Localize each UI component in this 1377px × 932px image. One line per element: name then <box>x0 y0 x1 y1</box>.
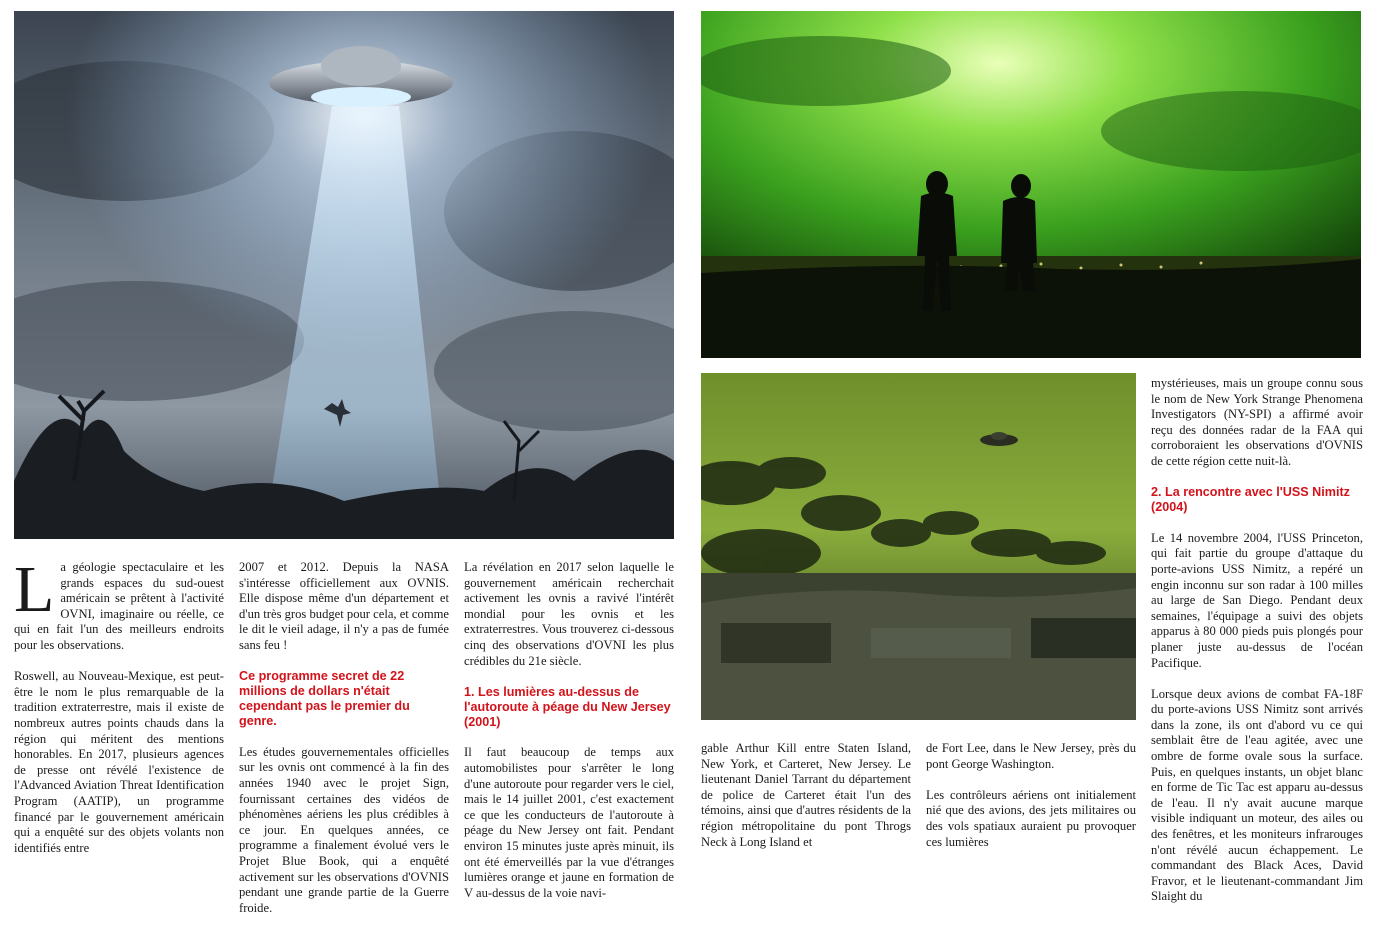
paragraph: mystérieuses, mais un groupe connu sous le nom de New York Strange Phenomena Investigators (NY-SPI) a affirmé avoir reçu des données radar de la FAA qui corroboraient les observations d'OVNIS de cette région cette nuit-là. <box>1151 376 1363 468</box>
intro-paragraph: a géologie spectaculaire et les grands espaces du sud-ouest américain se prêtent à l'activité OVNI, imaginaire ou réelle, ce qui en fait l'un des meilleurs endroits pour les observations. <box>14 560 224 652</box>
saucer-photo <box>701 373 1136 720</box>
article-column-3 <box>464 560 674 917</box>
paragraph: La révélation en 2017 selon laquelle le gouvernement américain recherchait activement les ovnis a ravivé l'intérêt mondial pour les ovnis et les extraterrestres. Vous trouverez ci-dessous cinq des observations d'OVNI les plus crédibles du 21e siècle. <box>464 560 674 668</box>
section-heading: Ce programme secret de 22 millions de dollars n'était cependant pas le premier du genre. <box>239 669 410 729</box>
paragraph: 2007 et 2012. Depuis la NASA s'intéresse officiellement aux OVNIS. Elle dispose même d'un département et d'un très gros budget pour cela, et comme le dit le vieil adage, il n'y a pas de fumée sans feu ! <box>239 560 450 652</box>
paragraph: Les contrôleurs aériens ont initialement nié que des avions, des jets militaires ou des vols spatiaux auraient pu provoquer ces lumières <box>926 787 1136 849</box>
article-column-1 <box>14 553 224 872</box>
section-heading: 1. Les lumières au-dessus de l'autoroute à péage du New Jersey (2001) <box>464 684 671 729</box>
paragraph: Les études gouvernementales officielles sur les ovnis ont commencé à la fin des années 1940 avec le projet Sign, fournissant certaines des vidéos de phénomènes aériens les plus crédibles à ce jour. En quelques années, ce programme a finalement évolué vers le Projet Blue Book, qui a enquêté activement sur les observations d'OVNIS pendant une grande partie de la Guerre froide. <box>239 744 449 915</box>
paragraph: Roswell, au Nouveau-Mexique, est peut-être le nom le plus remarquable de la tradition extraterrestre, mais il existe de nombreux autres points chauds dans la région qui méritent des mentions honorables. En 2017, plusieurs agences de presse ont révélé l'existence de l'Advanced Aviation Threat Identification Program (AATIP), un programme financé par le gouvernement américain qui a enquêté sur des objets volants non identifiés entre <box>14 669 224 855</box>
ufo-photo <box>14 11 674 539</box>
drop-cap: L <box>14 553 55 626</box>
paragraph: Il faut beaucoup de temps aux automobilistes pour s'arrêter le long d'une autoroute pour regarder vers le ciel, mais le 14 juillet 2001, c'est exactement ce que les conducteurs de l'autoroute à péage du New Jersey ont fait. Pendant environ 15 minutes juste après minuit, ils ont été émerveillés par la vue d'étranges lumières orange et jaune en formation de V au-dessus de la voie navi- <box>464 745 674 900</box>
article-column-2 <box>239 560 449 932</box>
paragraph: gable Arthur Kill entre Staten Island, New York, et Carteret, New Jersey. Le lieutenant Daniel Tarrant du département de police de Carteret était l'un des témoins, ainsi que d'autres résidents de la région métropolitaine du pont Throgs Neck à Long Island et <box>701 741 911 849</box>
section-heading: 2. La rencontre avec l'USS Nimitz (2004) <box>1151 485 1350 515</box>
couple-photo <box>701 11 1361 358</box>
article-column-4 <box>701 741 911 866</box>
article-column-5 <box>926 741 1136 866</box>
article-column-6 <box>1151 376 1363 921</box>
paragraph: Lorsque deux avions de combat FA-18F du porte-avions USS Nimitz sont arrivés dans la zone, ils ont d'abord vu ce qui semblait être de l'eau agitée, avec une ombre de forme ovale sous la surface. Puis, en quelques instants, un objet blanc en forme de Tic Tac est apparu au-dessus de l'eau. Il n'y avait aucune marque visible indiquant un moteur, des ailes ou des fenêtres, et les moniteurs infrarouges n'ont révélé aucun échappement. Le commandant des Black Aces, David Fravor, et le lieutenant-commandant Jim Slaight du <box>1151 686 1363 904</box>
paragraph: de Fort Lee, dans le New Jersey, près du pont George Washington. <box>926 741 1136 771</box>
paragraph: Le 14 novembre 2004, l'USS Princeton, qui fait partie du groupe d'attaque du porte-avions USS Nimitz, a repéré un engin inconnu sur son radar à 100 milles au large de San Diego. Pendant deux semaines, l'équipage a suivi des objets apparus à 80 000 pieds puis plongés pour planer juste au-dessus de l'océan Pacifique. <box>1151 530 1363 670</box>
